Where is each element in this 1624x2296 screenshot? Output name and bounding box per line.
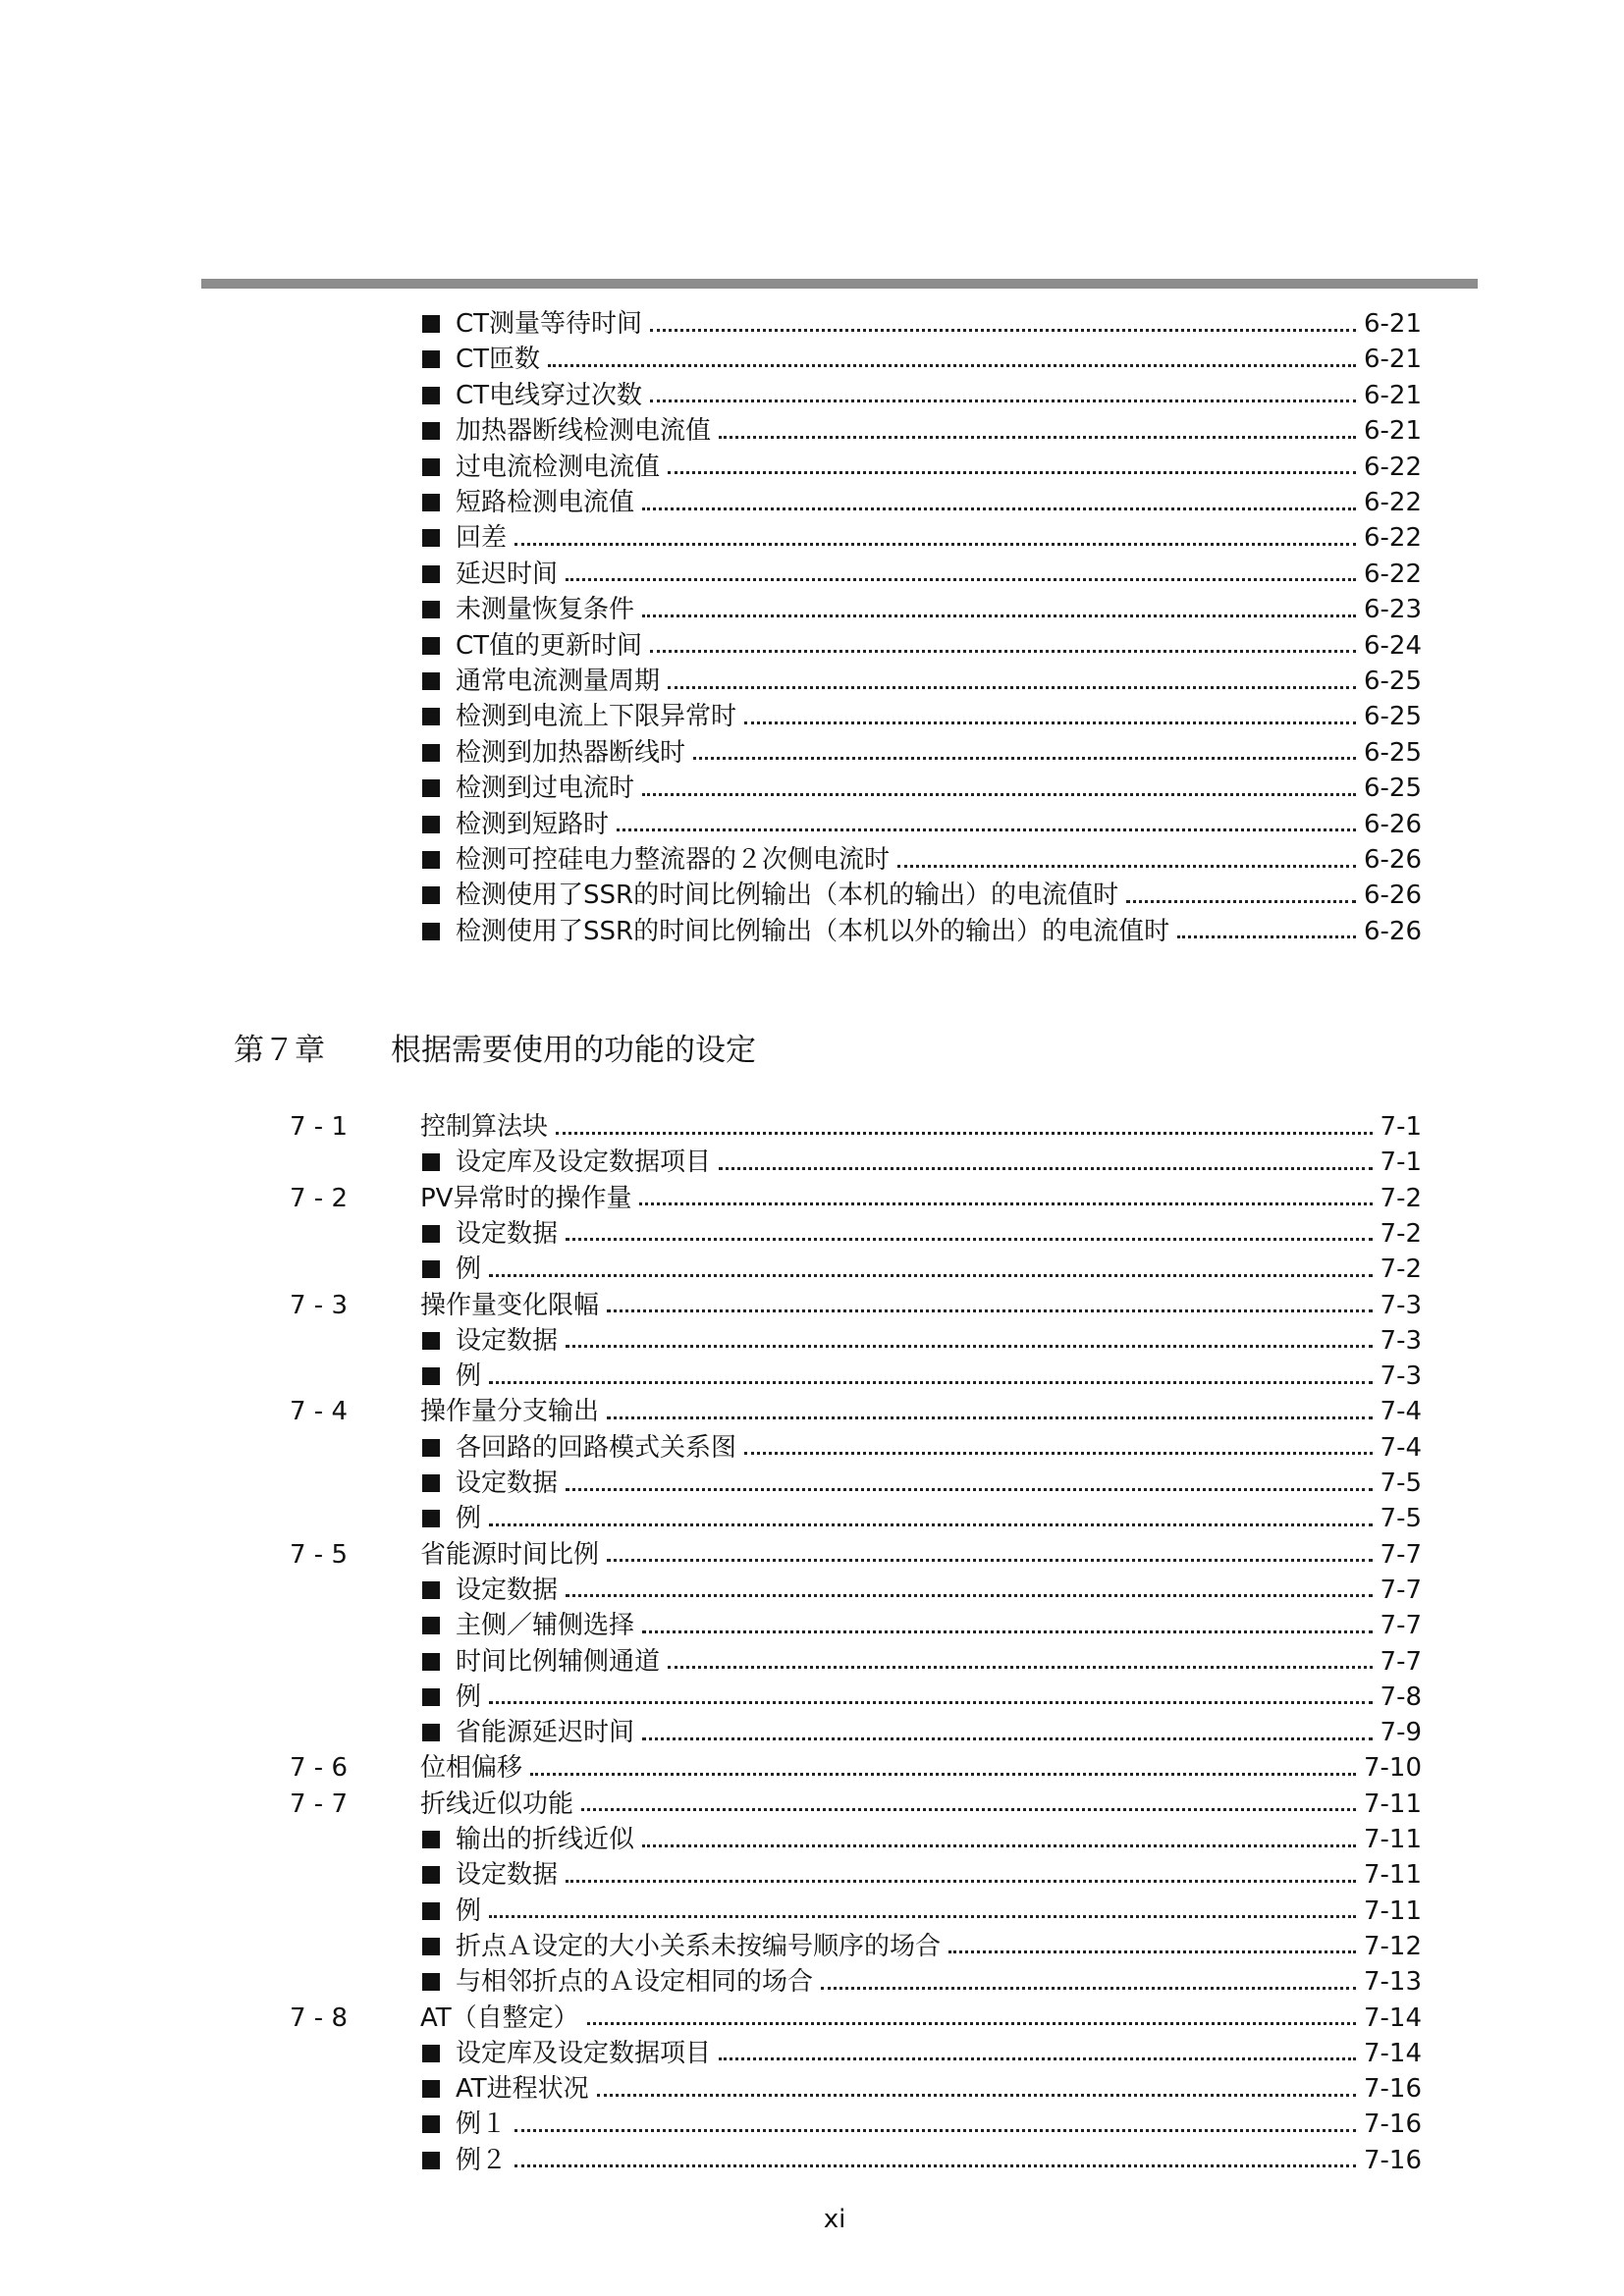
- toc-entry-label: 设定库及设定数据项目: [456, 2038, 712, 2068]
- toc-entry[interactable]: [422, 914, 1422, 949]
- toc-entry-label: 检测到短路时: [456, 809, 610, 839]
- toc-entry-page: 7-11: [1363, 1789, 1422, 1819]
- dot-leader: [597, 2094, 1356, 2097]
- toc-entry[interactable]: [422, 1644, 1422, 1680]
- toc-entry-label: 检测到加热器断线时: [456, 737, 686, 768]
- toc-entry[interactable]: [422, 1715, 1422, 1750]
- toc-entry-label: 省能源延迟时间: [456, 1718, 635, 1748]
- toc-entry-label: 与相邻折点的Ａ设定相同的场合: [456, 1967, 814, 1998]
- square-bullet-icon: [422, 387, 440, 404]
- toc-entry-page: 7-3: [1380, 1362, 1422, 1392]
- toc-entry-label: 操作量变化限幅: [420, 1290, 600, 1320]
- square-bullet-icon: [422, 1938, 440, 1955]
- toc-entry[interactable]: [422, 2143, 1422, 2178]
- section-number: 7 - 3: [290, 1290, 348, 1320]
- toc-entry[interactable]: [422, 771, 1422, 806]
- dot-leader: [556, 1132, 1373, 1135]
- toc-entry-page: 6-26: [1363, 809, 1422, 839]
- toc-entry-page: 7-7: [1380, 1646, 1422, 1677]
- toc-entry[interactable]: [420, 1787, 1422, 1822]
- toc-entry[interactable]: [422, 664, 1422, 699]
- toc-entry-page: 6-21: [1363, 309, 1422, 339]
- toc-entry-label: 设定数据: [456, 1468, 559, 1498]
- dot-leader: [489, 1381, 1373, 1384]
- square-bullet-icon: [422, 1973, 440, 1991]
- square-bullet-icon: [422, 744, 440, 762]
- toc-entry-page: 7-3: [1380, 1325, 1422, 1356]
- square-bullet-icon: [422, 2080, 440, 2098]
- toc-entry-page: 6-21: [1363, 416, 1422, 447]
- toc-entry-label: 例: [456, 1682, 482, 1712]
- toc-entry[interactable]: [420, 1750, 1422, 1786]
- dot-leader: [489, 1915, 1356, 1918]
- toc-entry-page: 7-16: [1363, 2145, 1422, 2175]
- toc-entry-label: 设定数据: [456, 1575, 559, 1605]
- dot-leader: [566, 1488, 1373, 1491]
- square-bullet-icon: [422, 2115, 440, 2133]
- square-bullet-icon: [422, 1831, 440, 1848]
- dot-leader: [514, 2164, 1356, 2167]
- square-bullet-icon: [422, 494, 440, 511]
- toc-entry-label: 时间比例辅侧通道: [456, 1646, 661, 1677]
- dot-leader: [719, 2057, 1356, 2060]
- toc-entry-label: 过电流检测电流值: [456, 452, 661, 482]
- dot-leader: [744, 1452, 1373, 1455]
- square-bullet-icon: [422, 2045, 440, 2062]
- toc-entry-label: 省能源时间比例: [420, 1539, 600, 1570]
- dot-leader: [897, 865, 1356, 868]
- toc-entry-page: 6-26: [1363, 881, 1422, 911]
- square-bullet-icon: [422, 1260, 440, 1278]
- section-number: 7 - 5: [290, 1539, 348, 1570]
- toc-entry[interactable]: [422, 306, 1422, 342]
- toc-entry[interactable]: [420, 1394, 1422, 1429]
- toc-entry-label: 位相偏移: [420, 1753, 523, 1784]
- toc-entry-label: 例: [456, 1362, 482, 1392]
- toc-entry-page: 7-11: [1363, 1896, 1422, 1926]
- dot-leader: [821, 1987, 1356, 1990]
- section-number: 7 - 4: [290, 1397, 348, 1427]
- dot-leader: [639, 1202, 1372, 1205]
- toc-entry-page: 7-3: [1380, 1290, 1422, 1320]
- toc-entry[interactable]: [422, 1964, 1422, 2000]
- toc-entry-label: CT测量等待时间: [456, 309, 643, 339]
- toc-entry[interactable]: [422, 557, 1422, 592]
- dot-leader: [617, 828, 1356, 831]
- toc-entry[interactable]: [420, 2001, 1422, 2036]
- square-bullet-icon: [422, 422, 440, 440]
- toc-entry-label: 设定数据: [456, 1325, 559, 1356]
- toc-entry[interactable]: [422, 1680, 1422, 1715]
- square-bullet-icon: [422, 1153, 440, 1171]
- toc-entry-label: 检测到过电流时: [456, 774, 635, 804]
- dot-leader: [489, 1701, 1373, 1704]
- dot-leader: [566, 1594, 1373, 1597]
- toc-entry-label: 通常电流测量周期: [456, 667, 661, 696]
- toc-entry[interactable]: [422, 699, 1422, 734]
- dot-leader: [607, 1559, 1373, 1562]
- toc-entry-page: 7-14: [1363, 2002, 1422, 2033]
- toc-entry[interactable]: [422, 1573, 1422, 1608]
- toc-entry-page: 7-2: [1380, 1255, 1422, 1285]
- square-bullet-icon: [422, 1653, 440, 1671]
- toc-entry[interactable]: [420, 1181, 1422, 1216]
- toc-entry[interactable]: [422, 2107, 1422, 2142]
- dot-leader: [642, 507, 1356, 510]
- square-bullet-icon: [422, 1474, 440, 1492]
- toc-entry-page: 7-4: [1380, 1397, 1422, 1427]
- toc-entry-label: CT匝数: [456, 345, 541, 375]
- dot-leader: [607, 1416, 1373, 1419]
- toc-entry[interactable]: [422, 2071, 1422, 2107]
- toc-entry-label: 检测到电流上下限异常时: [456, 702, 737, 732]
- square-bullet-icon: [422, 565, 440, 583]
- toc-entry-page: 7-5: [1380, 1468, 1422, 1498]
- toc-entry-page: 7-2: [1380, 1183, 1422, 1213]
- toc-entry-label: 设定数据: [456, 1860, 559, 1891]
- toc-entry-label: 回差: [456, 523, 508, 554]
- dot-leader: [719, 436, 1356, 439]
- toc-entry-page: 6-21: [1363, 380, 1422, 410]
- dot-leader: [642, 614, 1356, 617]
- dot-leader: [514, 2129, 1356, 2132]
- square-bullet-icon: [422, 458, 440, 476]
- dot-leader: [650, 329, 1356, 332]
- section-number: 7 - 7: [290, 1789, 348, 1819]
- dot-leader: [489, 1274, 1373, 1277]
- toc-entry-page: 6-21: [1363, 345, 1422, 375]
- toc-entry-label: 检测可控硅电力整流器的２次侧电流时: [456, 845, 891, 875]
- toc-entry-page: 6-25: [1363, 667, 1422, 696]
- toc-entry-label: 检测使用了SSR的时间比例输出（本机的输出）的电流值时: [456, 881, 1119, 911]
- toc-entry[interactable]: [422, 1216, 1422, 1252]
- toc-entry-page: 7-11: [1363, 1825, 1422, 1854]
- chapter-number: 第７章: [234, 1033, 325, 1068]
- toc-entry[interactable]: [422, 842, 1422, 878]
- square-bullet-icon: [422, 1332, 440, 1350]
- toc-entry-page: 7-7: [1380, 1575, 1422, 1605]
- dot-leader: [642, 1630, 1373, 1633]
- dot-leader: [650, 400, 1356, 402]
- toc-entry-label: 输出的折线近似: [456, 1825, 635, 1854]
- dot-leader: [650, 650, 1356, 653]
- toc-entry-label: 例: [456, 1255, 482, 1285]
- square-bullet-icon: [422, 2152, 440, 2169]
- toc-entry[interactable]: [422, 878, 1422, 913]
- toc-entry-page: 6-22: [1363, 523, 1422, 554]
- square-bullet-icon: [422, 672, 440, 690]
- toc-entry-page: 6-23: [1363, 595, 1422, 625]
- toc-entry-page: 7-16: [1363, 2074, 1422, 2105]
- toc-entry-label: 折点Ａ设定的大小关系未按编号顺序的场合: [456, 1931, 942, 1961]
- dot-leader: [693, 757, 1356, 760]
- dot-leader: [607, 1309, 1373, 1312]
- chapter-heading: [234, 1031, 756, 1070]
- toc-entry[interactable]: [422, 413, 1422, 449]
- toc-entry[interactable]: [422, 1894, 1422, 1929]
- square-bullet-icon: [422, 1510, 440, 1527]
- toc-entry[interactable]: [422, 1466, 1422, 1501]
- toc-entry-page: 7-9: [1380, 1718, 1422, 1748]
- toc-entry[interactable]: [422, 485, 1422, 520]
- toc-entry[interactable]: [422, 1430, 1422, 1466]
- toc-entry-label: 操作量分支输出: [420, 1397, 600, 1427]
- toc-entry[interactable]: [422, 520, 1422, 556]
- chapter-title: 根据需要使用的功能的设定: [391, 1033, 756, 1068]
- toc-entry-page: 7-12: [1363, 1931, 1422, 1961]
- toc-entry-page: 7-11: [1363, 1860, 1422, 1891]
- toc-entry[interactable]: [422, 1501, 1422, 1536]
- square-bullet-icon: [422, 1902, 440, 1920]
- toc-entry[interactable]: [422, 2036, 1422, 2071]
- toc-entry[interactable]: [420, 1288, 1422, 1323]
- section-number: 7 - 1: [290, 1112, 348, 1142]
- toc-entry-page: 7-14: [1363, 2038, 1422, 2068]
- dot-leader: [668, 471, 1356, 474]
- toc-entry-page: 6-25: [1363, 702, 1422, 732]
- toc-entry-page: 6-26: [1363, 916, 1422, 946]
- toc-entry-label: CT值的更新时间: [456, 630, 643, 661]
- toc-entry-page: 7-1: [1380, 1148, 1422, 1178]
- toc-entry-label: 未测量恢复条件: [456, 595, 635, 625]
- toc-entry-label: 设定数据: [456, 1218, 559, 1249]
- toc-entry-page: 7-8: [1380, 1682, 1422, 1712]
- toc-entry-label: 例２: [456, 2145, 508, 2175]
- toc-entry-page: 7-13: [1363, 1967, 1422, 1998]
- square-bullet-icon: [422, 350, 440, 368]
- dot-leader: [1177, 935, 1356, 938]
- toc-entry-label: 检测使用了SSR的时间比例输出（本机以外的输出）的电流值时: [456, 916, 1170, 946]
- square-bullet-icon: [422, 1581, 440, 1599]
- square-bullet-icon: [422, 1688, 440, 1706]
- square-bullet-icon: [422, 779, 440, 797]
- toc-entry-label: 短路检测电流值: [456, 488, 635, 517]
- dot-leader: [948, 1950, 1356, 1953]
- toc-entry-page: 7-7: [1380, 1611, 1422, 1641]
- toc-entry-page: 6-24: [1363, 630, 1422, 661]
- toc-entry-page: 6-25: [1363, 774, 1422, 804]
- toc-entry[interactable]: [420, 1537, 1422, 1573]
- toc-entry-page: 7-4: [1380, 1432, 1422, 1463]
- toc-entry-page: 7-7: [1380, 1539, 1422, 1570]
- dot-leader: [668, 1666, 1373, 1669]
- toc-entry-page: 7-1: [1380, 1112, 1422, 1142]
- toc-entry[interactable]: [422, 628, 1422, 664]
- toc-entry[interactable]: [422, 1608, 1422, 1643]
- toc-entry-page: 7-5: [1380, 1504, 1422, 1534]
- dot-leader: [489, 1523, 1373, 1526]
- toc-entry-label: PV异常时的操作量: [420, 1183, 632, 1213]
- toc-entry-label: 例１: [456, 2109, 508, 2140]
- toc-entry[interactable]: [422, 1929, 1422, 1964]
- toc-entry[interactable]: [422, 342, 1422, 377]
- section-number: 7 - 8: [290, 2002, 348, 2033]
- square-bullet-icon: [422, 315, 440, 333]
- dot-leader: [668, 686, 1356, 689]
- dot-leader: [566, 1345, 1373, 1348]
- toc-entry[interactable]: [422, 1857, 1422, 1893]
- square-bullet-icon: [422, 1225, 440, 1243]
- toc-entry-page: 7-16: [1363, 2109, 1422, 2140]
- square-bullet-icon: [422, 601, 440, 618]
- square-bullet-icon: [422, 851, 440, 869]
- dot-leader: [1126, 900, 1356, 903]
- toc-entry-label: 设定库及设定数据项目: [456, 1148, 712, 1178]
- toc-entry[interactable]: [422, 1323, 1422, 1359]
- toc-entry-page: 6-22: [1363, 452, 1422, 482]
- dot-leader: [744, 721, 1356, 724]
- dot-leader: [587, 2022, 1356, 2025]
- dot-leader: [566, 1880, 1356, 1883]
- toc-entry-page: 7-10: [1363, 1753, 1422, 1784]
- toc-entry-page: 6-26: [1363, 845, 1422, 875]
- toc-entry-label: 例: [456, 1896, 482, 1926]
- dot-leader: [530, 1773, 1356, 1776]
- toc-entry-label: 加热器断线检测电流值: [456, 416, 712, 447]
- square-bullet-icon: [422, 816, 440, 833]
- toc-entry-label: 控制算法块: [420, 1112, 549, 1142]
- toc-entry[interactable]: [422, 378, 1422, 413]
- dot-leader: [514, 543, 1356, 546]
- toc-entry-label: 延迟时间: [456, 559, 559, 589]
- square-bullet-icon: [422, 1439, 440, 1457]
- square-bullet-icon: [422, 923, 440, 940]
- dot-leader: [642, 1844, 1356, 1847]
- toc-entry-label: 各回路的回路模式关系图: [456, 1432, 737, 1463]
- toc-entry-page: 6-22: [1363, 559, 1422, 589]
- toc-entry[interactable]: [422, 735, 1422, 771]
- square-bullet-icon: [422, 1367, 440, 1385]
- square-bullet-icon: [422, 708, 440, 725]
- square-bullet-icon: [422, 637, 440, 655]
- page-number: xi: [823, 2205, 846, 2234]
- toc-entry-label: 折线近似功能: [420, 1789, 574, 1819]
- square-bullet-icon: [422, 1866, 440, 1884]
- toc-entry[interactable]: [422, 1359, 1422, 1394]
- dot-leader: [566, 578, 1356, 581]
- toc-entry[interactable]: [422, 807, 1422, 842]
- square-bullet-icon: [422, 1617, 440, 1634]
- toc-entry-page: 6-22: [1363, 488, 1422, 517]
- toc-entry-label: 主侧／辅侧选择: [456, 1611, 635, 1641]
- toc-entry[interactable]: [422, 1145, 1422, 1180]
- dot-leader: [642, 793, 1356, 796]
- square-bullet-icon: [422, 1724, 440, 1741]
- toc-entry-label: AT进程状况: [456, 2074, 589, 2105]
- dot-leader: [566, 1238, 1373, 1241]
- dot-leader: [719, 1167, 1373, 1170]
- header-rule: [201, 279, 1478, 289]
- toc-entry[interactable]: [422, 592, 1422, 627]
- dot-leader: [548, 364, 1356, 367]
- dot-leader: [581, 1808, 1356, 1811]
- toc-entry-label: 例: [456, 1504, 482, 1534]
- toc-entry-label: AT（自整定）: [420, 2002, 579, 2033]
- square-bullet-icon: [422, 886, 440, 904]
- toc-entry[interactable]: [422, 1822, 1422, 1857]
- section-number: 7 - 2: [290, 1183, 348, 1213]
- toc-entry[interactable]: [420, 1109, 1422, 1145]
- section-number: 7 - 6: [290, 1753, 348, 1784]
- toc-entry-page: 6-25: [1363, 737, 1422, 768]
- toc-entry[interactable]: [422, 450, 1422, 485]
- square-bullet-icon: [422, 529, 440, 547]
- toc-entry[interactable]: [422, 1252, 1422, 1287]
- toc-entry-label: CT电线穿过次数: [456, 380, 643, 410]
- dot-leader: [642, 1737, 1373, 1740]
- toc-entry-page: 7-2: [1380, 1218, 1422, 1249]
